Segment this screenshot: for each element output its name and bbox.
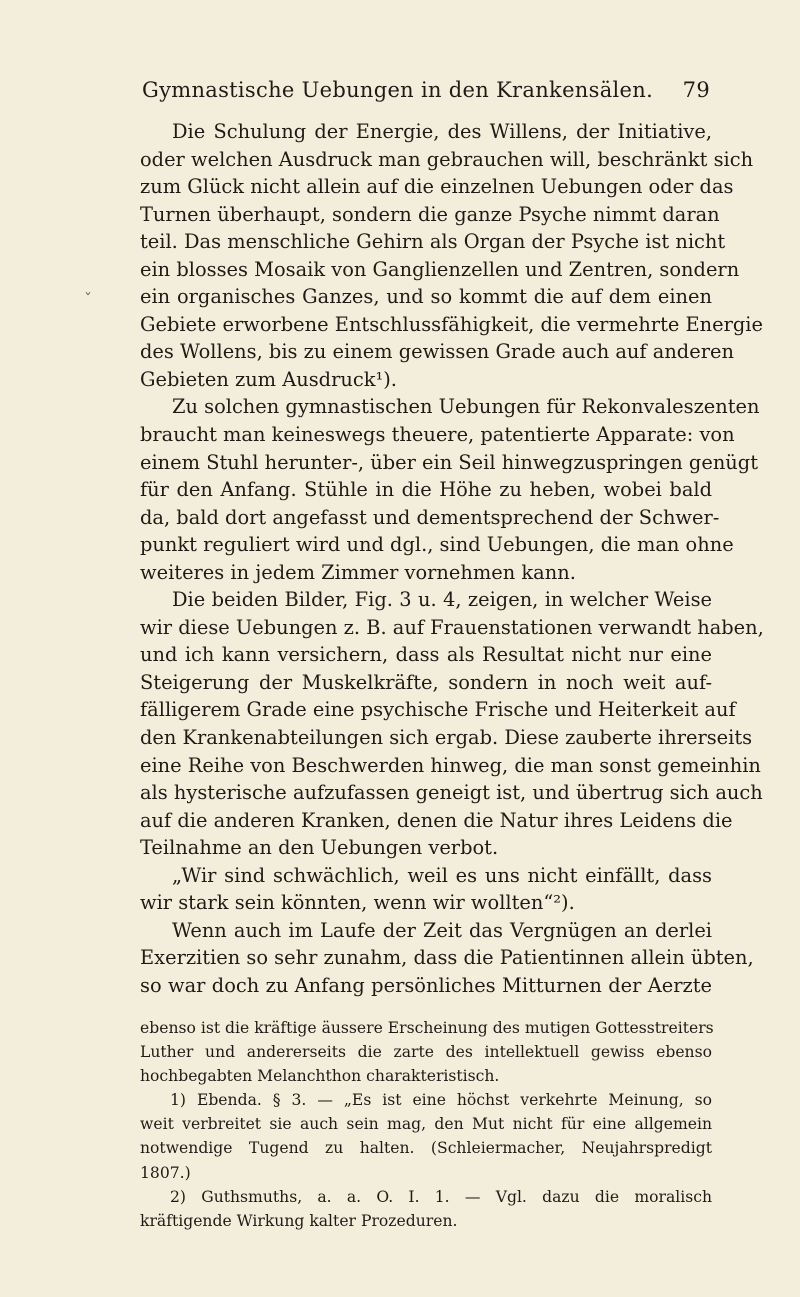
footnote-line: notwendige Tugend zu halten. (Schleiermacher, Neujahrspredigt [140, 1139, 712, 1158]
text-line: und ich kann versichern, dass als Resultat nicht nur eine [140, 643, 712, 667]
running-title: Gymnastische Uebungen in den Krankensälen. [142, 78, 654, 102]
footnote-line: 2) Guthsmuths, a. a. O. I. 1. — Vgl. dazu die moralisch [170, 1187, 712, 1206]
running-header [142, 78, 710, 102]
text-line: des Wollens, bis zu einem gewissen Grade auch auf anderen [140, 340, 734, 364]
text-line: auf die anderen Kranken, denen die Natur ihres Leidens die [140, 808, 733, 832]
text-line: Die beiden Bilder, Fig. 3 u. 4, zeigen, in welcher Weise [172, 588, 712, 612]
text-line: Exerzitien so sehr zunahm, dass die Patientinnen allein übten, [140, 946, 754, 970]
text-line: Gebieten zum Ausdruck¹). [140, 367, 397, 391]
footnotes [140, 1016, 712, 1233]
text-line: Die Schulung der Energie, des Willens, der Initiative, [172, 120, 712, 143]
text-line: wir diese Uebungen z. B. auf Frauenstationen verwandt haben, [140, 615, 764, 639]
text-line: teil. Das menschliche Gehirn als Organ der Psyche ist nicht [140, 230, 726, 254]
text-line: Zu solchen gymnastischen Uebungen für Rekonvaleszenten [172, 395, 760, 419]
text-line: ein organisches Ganzes, und so kommt die auf dem einen [140, 285, 712, 309]
text-line: wir stark sein könnten, wenn wir wollten“²). [140, 891, 575, 915]
page-number: 79 [682, 78, 710, 102]
footnote-line: weit verbreitet sie auch sein mag, den Mut nicht für eine allgemein [140, 1115, 712, 1134]
footnote-line: kräftigende Wirkung kalter Prozeduren. [140, 1211, 458, 1230]
main-text [140, 118, 764, 1000]
text-line: Teilnahme an den Uebungen verbot. [140, 836, 499, 860]
text-line: da, bald dort angefasst und dementsprechend der Schwer- [140, 505, 720, 529]
text-line: Steigerung der Muskelkräfte, sondern in noch weit auf- [140, 670, 712, 694]
text-line: braucht man keineswegs theuere, patentierte Apparate: von [140, 423, 735, 447]
text-line: für den Anfang. Stühle in die Höhe zu heben, wobei bald [140, 478, 712, 502]
text-line: „Wir sind schwächlich, weil es uns nicht einfällt, dass [172, 863, 712, 887]
text-line: Gebiete erworbene Entschlussfähigkeit, die vermehrte Energie [140, 312, 763, 336]
text-line: ein blosses Mosaik von Ganglienzellen und Zentren, sondern [140, 257, 740, 281]
text-line: Wenn auch im Laufe der Zeit das Vergnügen an derlei [172, 918, 712, 942]
footnote-line: 1807.) [140, 1163, 191, 1182]
text-line: weiteres in jedem Zimmer vornehmen kann. [140, 560, 576, 584]
text-line: als hysterische aufzufassen geneigt ist, und übertrug sich auch [140, 781, 763, 805]
text-line: Turnen überhaupt, sondern die ganze Psyche nimmt daran [140, 202, 720, 226]
text-line: punkt reguliert wird und dgl., sind Uebungen, die man ohne [140, 533, 734, 557]
footnote-line: Luther und andererseits die zarte des intellektuell gewiss ebenso [140, 1043, 712, 1062]
text-line: fälligerem Grade eine psychische Frische und Heiterkeit auf [140, 698, 736, 722]
text-line: zum Glück nicht allein auf die einzelnen Uebungen oder das [140, 175, 734, 199]
text-line: oder welchen Ausdruck man gebrauchen will, beschränkt sich [140, 147, 754, 171]
text-line: so war doch zu Anfang persönliches Mitturnen der Aerzte [140, 973, 712, 997]
text-line: eine Reihe von Beschwerden hinweg, die man sonst gemeinhin [140, 753, 761, 777]
text-line: einem Stuhl herunter-, über ein Seil hinwegzuspringen genügt [140, 450, 759, 474]
text-line: den Krankenabteilungen sich ergab. Diese zauberte ihrerseits [140, 726, 753, 750]
margin-mark: ˇ [84, 290, 92, 309]
footnote-line: 1) Ebenda. § 3. — „Es ist eine höchst verkehrte Meinung, so [170, 1091, 712, 1110]
footnote-line: hochbegabten Melanchthon charakteristisch. [140, 1067, 500, 1086]
footnote-line: ebenso ist die kräftige äussere Erscheinung des mutigen Gottesstreiters [140, 1019, 714, 1037]
